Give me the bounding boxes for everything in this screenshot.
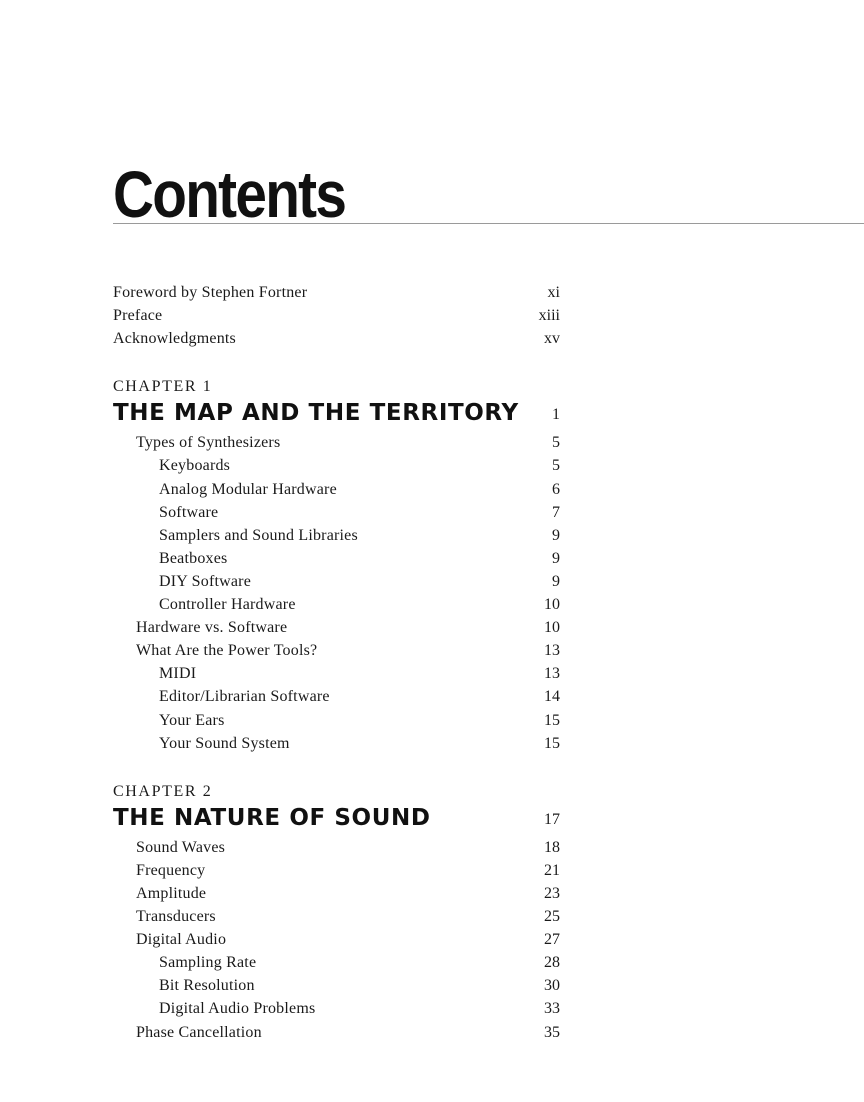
chapter-label: CHAPTER 2	[113, 782, 213, 800]
toc-entry-label: Controller Hardware	[159, 596, 296, 613]
section-item[interactable]	[0, 639, 864, 662]
toc-entry-label: Your Sound System	[159, 734, 290, 752]
toc-entry-label: Analog Modular Hardware	[159, 480, 337, 498]
subsection-item[interactable]	[0, 570, 864, 593]
toc-entry-page: 14	[544, 688, 560, 706]
toc-entry-label: Beatboxes	[159, 549, 228, 567]
chapter-title-row[interactable]	[0, 803, 864, 833]
toc-entry-label: Foreword by Stephen Fortner	[113, 284, 308, 301]
toc-entry-label: Sampling Rate	[159, 954, 257, 972]
toc-entry-page: 23	[544, 884, 560, 902]
section-item[interactable]	[0, 882, 864, 905]
subsection-item[interactable]	[0, 732, 864, 755]
toc-entry-label: Acknowledgments	[113, 330, 236, 348]
toc-entry-page: 9	[552, 572, 560, 590]
toc-entry-label: Preface	[113, 307, 163, 325]
section-item[interactable]	[0, 905, 864, 928]
chapter-label: CHAPTER 1	[113, 378, 213, 396]
toc-entry-page: 10	[544, 619, 560, 637]
title-rule	[113, 223, 864, 224]
subsection-item[interactable]	[0, 501, 864, 524]
subsection-item[interactable]	[0, 951, 864, 974]
section-item[interactable]	[0, 859, 864, 882]
chapter-page: 1	[552, 406, 560, 424]
chapter-title: THE NATURE OF SOUND	[113, 804, 431, 831]
toc-entry-page: 28	[544, 954, 560, 972]
toc-entry-label: Software	[159, 503, 219, 521]
toc-entry-label: Bit Resolution	[159, 977, 255, 995]
toc-entry-page: 30	[544, 977, 560, 995]
toc-entry-label: Digital Audio	[136, 931, 227, 949]
toc-entry-label: Types of Synthesizers	[136, 434, 281, 452]
toc-entry-label: Frequency	[136, 861, 206, 879]
toc-entry-page: 21	[544, 861, 560, 879]
chapter-title: THE MAP AND THE TERRITORY	[113, 400, 519, 427]
toc-entry-label: Transducers	[136, 908, 216, 925]
subsection-item[interactable]	[0, 593, 864, 616]
toc-entry-page: 9	[552, 526, 560, 544]
toc-entry-page: 15	[544, 711, 560, 729]
toc-entry-page: 6	[552, 480, 560, 498]
section-item[interactable]	[0, 1021, 864, 1044]
section-item[interactable]	[0, 616, 864, 639]
toc-entry-page: 33	[544, 1000, 560, 1018]
subsection-item[interactable]	[0, 547, 864, 570]
toc-entry-label: Your Ears	[159, 711, 225, 729]
section-item[interactable]	[0, 431, 864, 454]
toc-entry-page: xi	[547, 284, 560, 301]
toc-entry-label: DIY Software	[159, 572, 252, 590]
toc-entry-page: 7	[552, 503, 560, 521]
toc-entry-page: xiii	[538, 307, 560, 325]
section-item[interactable]	[0, 928, 864, 951]
subsection-item[interactable]	[0, 685, 864, 708]
toc-entry-page: 13	[544, 642, 560, 660]
toc-entry-page: 15	[544, 734, 560, 752]
toc-entry-label: Phase Cancellation	[136, 1023, 262, 1041]
toc-entry-page: 10	[544, 596, 560, 613]
front-matter-item[interactable]	[0, 327, 864, 350]
chapter-title-row[interactable]	[0, 398, 864, 428]
toc-entry-label: Sound Waves	[136, 838, 226, 856]
toc-entry-page: 5	[552, 457, 560, 475]
subsection-item[interactable]	[0, 454, 864, 477]
toc-entry-label: Amplitude	[136, 884, 207, 902]
subsection-item[interactable]	[0, 662, 864, 685]
toc-entry-label: Hardware vs. Software	[136, 619, 288, 637]
toc-entry-page: xv	[544, 330, 560, 348]
toc-entry-page: 9	[552, 549, 560, 567]
subsection-item[interactable]	[0, 974, 864, 997]
front-matter-item[interactable]	[0, 304, 864, 327]
section-item[interactable]	[0, 836, 864, 859]
toc-entry-label: Keyboards	[159, 457, 231, 475]
toc-entry-page: 18	[544, 838, 560, 856]
toc-entry-label: What Are the Power Tools?	[136, 642, 318, 660]
toc-entry-label: Samplers and Sound Libraries	[159, 526, 358, 544]
toc-entry-page: 27	[544, 931, 560, 949]
toc-entry-label: MIDI	[159, 665, 197, 683]
subsection-item[interactable]	[0, 709, 864, 732]
page-title: Contents	[113, 157, 346, 231]
subsection-item[interactable]	[0, 524, 864, 547]
toc-entry-label: Editor/Librarian Software	[159, 688, 330, 706]
toc-entry-page: 13	[544, 665, 560, 683]
subsection-item[interactable]	[0, 478, 864, 501]
toc-entry-page: 5	[552, 434, 560, 452]
toc-entry-page: 35	[544, 1023, 560, 1041]
subsection-item[interactable]	[0, 997, 864, 1020]
front-matter-item[interactable]	[0, 281, 864, 304]
toc-entry-label: Digital Audio Problems	[159, 1000, 316, 1018]
toc-entry-page: 25	[544, 908, 560, 925]
chapter-page: 17	[544, 810, 560, 828]
